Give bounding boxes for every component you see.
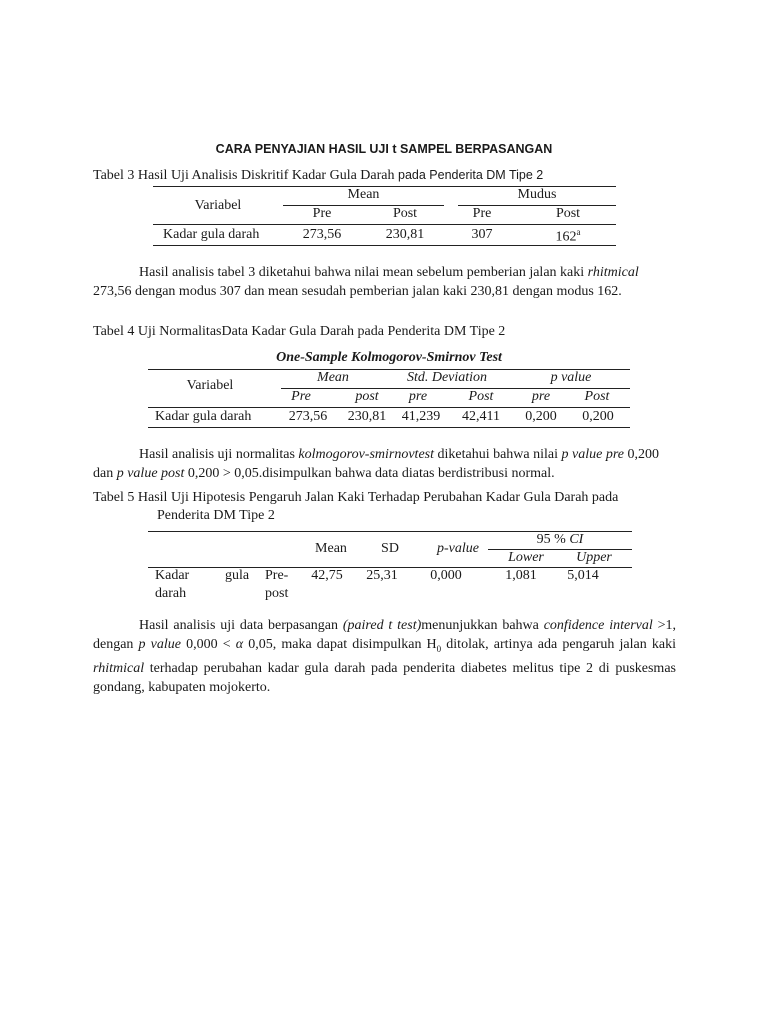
- paragraph-3: [93, 616, 676, 697]
- table5-mean: 42,75: [311, 568, 343, 583]
- table3-mean-post: 230,81: [385, 227, 425, 242]
- page-title: CARA PENYAJIAN HASIL UJI t SAMPEL BERPASANGAN: [215, 142, 553, 156]
- table5-upper: 5,014: [567, 568, 599, 583]
- table4-v6: 0,200: [582, 409, 614, 424]
- para3-text-7: terhadap perubahan kadar gula darah pada penderita diabetes melitus tipe 2 di puskesmas gondang, kabupaten mojokerto.: [93, 660, 676, 695]
- table4-sub-post-sd: Post: [468, 389, 494, 404]
- table5-p: 0,000: [430, 568, 462, 583]
- table5-col-mean: Mean: [315, 541, 347, 556]
- table3-sub-pre-mudus: Pre: [472, 206, 492, 221]
- table4-v1: 273,56: [288, 409, 328, 424]
- para3-text-2: menunjukkan bahwa: [421, 618, 544, 633]
- table3-sub-post-mudus: Post: [555, 206, 581, 221]
- table4-v2: 230,81: [347, 409, 387, 424]
- para3-italic-3: p value: [138, 637, 181, 652]
- para2-text-2: diketahui bahwa nilai: [434, 447, 562, 462]
- para2-italic-3: p value post: [116, 466, 185, 481]
- table4-header-rule: [148, 407, 630, 408]
- para3-subscript: 0: [436, 643, 442, 654]
- table4-row-label: Kadar gula darah: [155, 409, 252, 424]
- para3-text-3: >1, dengan: [93, 618, 676, 652]
- table4-group-sd: Std. Deviation: [406, 370, 488, 385]
- table4-sub-pre-sd: pre: [408, 389, 428, 404]
- table3-caption: [93, 168, 543, 184]
- table3-mudus-post: [520, 227, 616, 246]
- para2-text-1: Hasil analisis uji normalitas: [139, 447, 299, 462]
- table5-ci-header: [488, 532, 632, 548]
- para2-text-3: 0,200 dan: [93, 447, 659, 481]
- table3-mudus-post-value: 162: [555, 229, 577, 245]
- para1-text-1: Hasil analisis tabel 3 diketahui bahwa nilai mean sebelum pemberian jalan kaki: [139, 265, 588, 280]
- table4-sub-post-mean: post: [355, 389, 379, 404]
- table4-sub-post-p: Post: [584, 389, 610, 404]
- table5-ci-prefix: 95 %: [536, 532, 570, 547]
- para3-text-4: 0,000 <: [180, 637, 236, 652]
- table3-row-label: Kadar gula darah: [163, 227, 260, 242]
- para3-text-6: ditolak, artinya ada pengaruh jalan kaki: [441, 637, 676, 652]
- table5-row-post: post: [265, 586, 289, 601]
- table5-col-p: p-value: [437, 541, 479, 556]
- table4-bottom-rule: [148, 427, 630, 428]
- table4-heading: One-Sample Kolmogorov-Smirnov Test: [276, 350, 502, 365]
- table3-caption-main: Tabel 3 Hasil Uji Analisis Diskritif Kadar Gula Darah: [93, 168, 399, 183]
- table3-mean-pre: 273,56: [302, 227, 342, 242]
- para1-italic-1: rhitmical: [587, 265, 639, 280]
- table5-col-lower: Lower: [508, 550, 544, 565]
- para3-italic-5: rhitmical: [93, 660, 145, 676]
- table4-col-variabel: Variabel: [186, 378, 234, 393]
- para3-text-5: 0,05, maka dapat disimpulkan H: [243, 637, 437, 652]
- table5-row-darah: darah: [155, 586, 187, 601]
- table3-col-variabel: Variabel: [194, 198, 242, 213]
- table4-v3: 41,239: [401, 409, 441, 424]
- para2-italic-2: p value pre: [561, 447, 624, 462]
- table4-group-mean: Mean: [317, 370, 349, 385]
- table3-sub-pre-mean: Pre: [312, 206, 332, 221]
- table3-group-mean: Mean: [347, 187, 380, 202]
- table5-lower: 1,081: [505, 568, 537, 583]
- table3-caption-tail: pada Penderita DM Tipe 2: [398, 168, 544, 182]
- table5-sd: 25,31: [366, 568, 398, 583]
- table5-col-sd: SD: [381, 541, 399, 556]
- table3-header-rule: [153, 224, 616, 225]
- para3-italic-2: confidence interval: [543, 618, 653, 633]
- paragraph-2: [93, 445, 676, 483]
- table5-ci-italic: CI: [569, 532, 584, 547]
- table5-col-upper: Upper: [576, 550, 612, 565]
- table4-v5: 0,200: [525, 409, 557, 424]
- table4-v4: 42,411: [462, 409, 500, 424]
- para1-text-2: 273,56 dengan modus 307 dan mean sesudah pemberian jalan kaki 230,81 dengan modus 162.: [93, 284, 622, 299]
- table5-caption-line2: Penderita DM Tipe 2: [157, 508, 275, 523]
- table4-caption: Tabel 4 Uji NormalitasData Kadar Gula Darah pada Penderita DM Tipe 2: [93, 324, 506, 339]
- para3-italic-1: (paired t test): [342, 618, 422, 633]
- table3-group-mudus: Mudus: [517, 187, 557, 202]
- paragraph-1: [93, 263, 676, 301]
- table4-sub-pre-p: pre: [531, 389, 551, 404]
- table5-caption-line1: Tabel 5 Hasil Uji Hipotesis Pengaruh Jalan Kaki Terhadap Perubahan Kadar Gula Darah pada: [93, 490, 619, 505]
- table3-mudus-post-sup: a: [576, 227, 581, 237]
- table4-sub-pre-mean: Pre: [291, 389, 311, 404]
- table5-row-kadar: Kadar: [155, 568, 190, 583]
- table3-sub-post-mean: Post: [392, 206, 418, 221]
- para2-text-4: 0,200 > 0,05.disimpulkan bahwa data diatas berdistribusi normal.: [184, 466, 555, 481]
- para3-text-1: Hasil analisis uji data berpasangan: [139, 618, 343, 633]
- table4-group-p: p value: [550, 370, 592, 385]
- para2-italic-1: kolmogorov-smirnovtest: [298, 447, 434, 462]
- table5-row-pre: Pre-: [265, 568, 289, 583]
- para3-alpha: α: [235, 637, 244, 652]
- table5-row-gula: gula: [225, 568, 250, 583]
- table3-mudus-pre: 307: [471, 227, 493, 242]
